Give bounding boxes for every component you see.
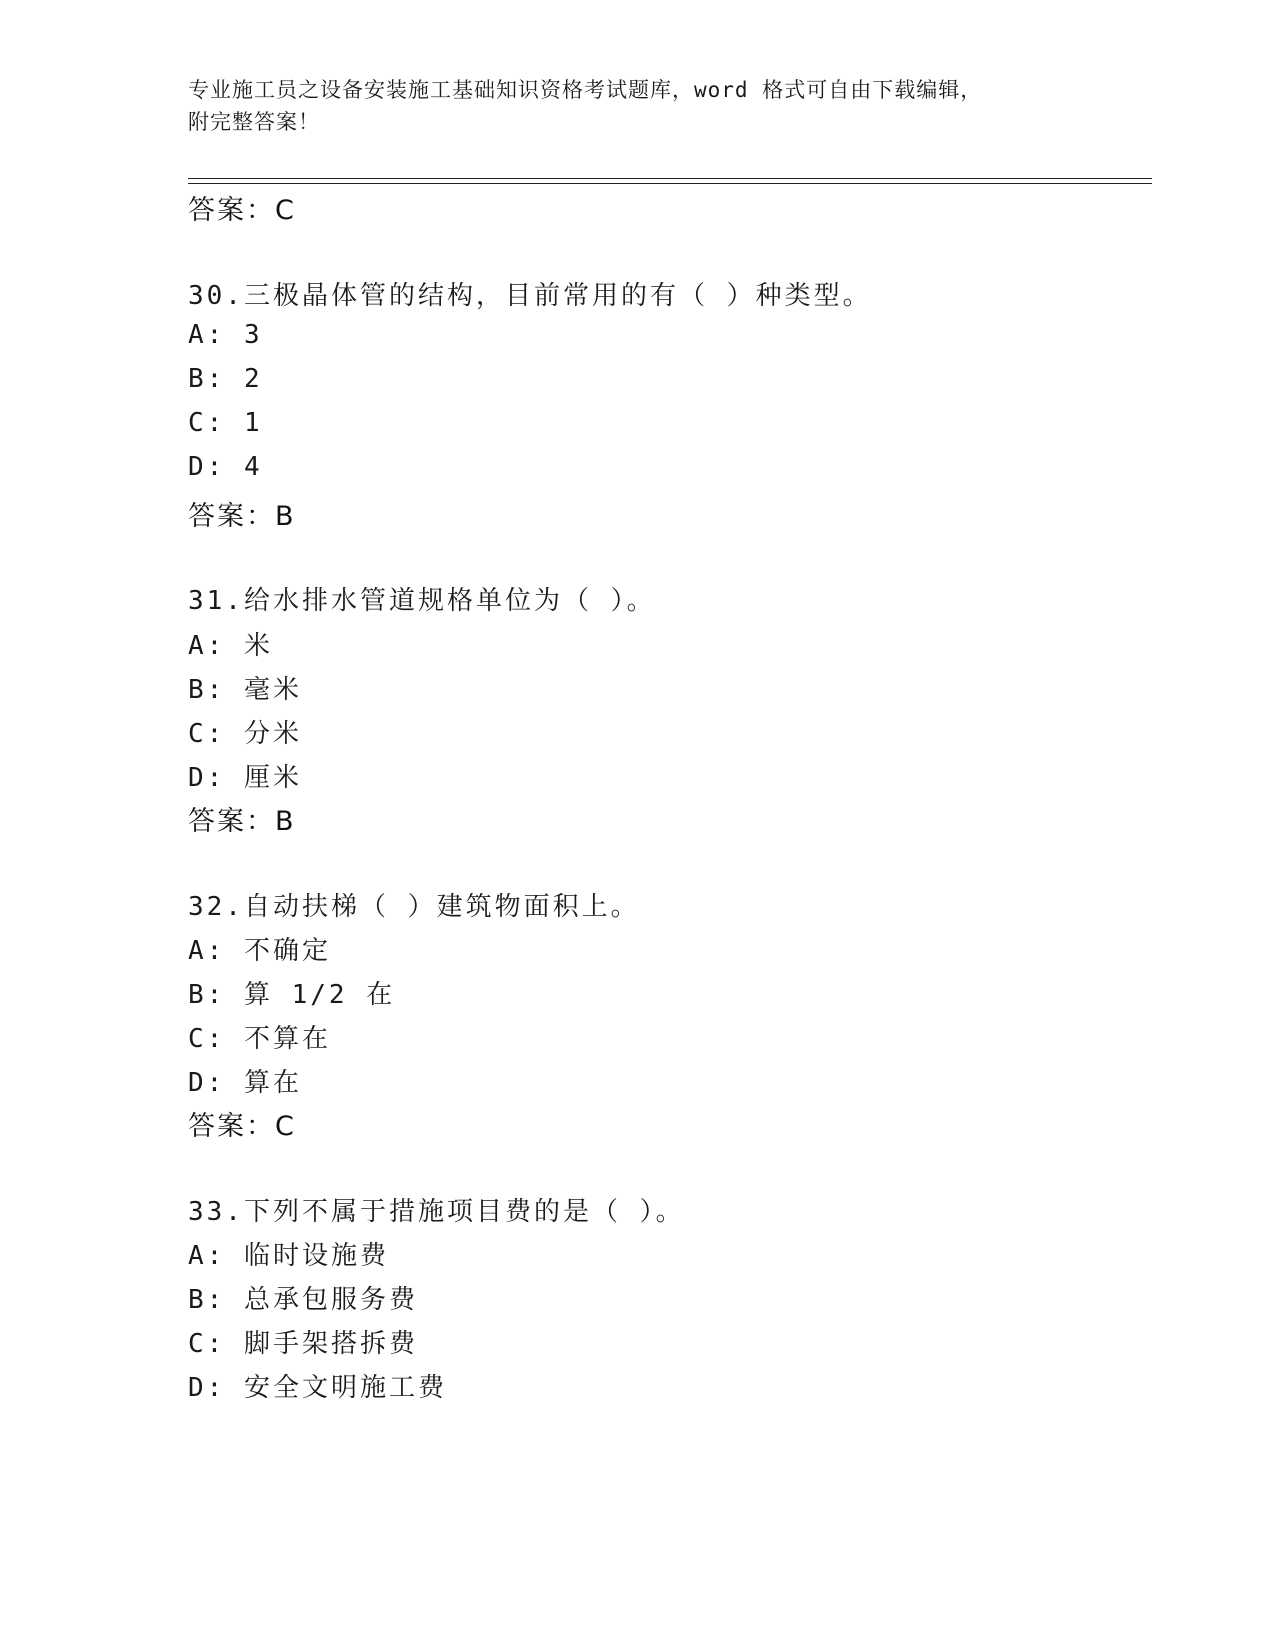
header-line-1: 专业施工员之设备安装施工基础知识资格考试题库，word 格式可自由下载编辑， xyxy=(188,78,983,102)
option-a: A: 不确定 xyxy=(188,936,331,966)
option-d: D: 安全文明施工费 xyxy=(188,1373,447,1403)
question-stem: 33.下列不属于措施项目费的是（ ）。 xyxy=(188,1197,685,1227)
option-c: C: 分米 xyxy=(188,719,302,749)
option-c: C: 不算在 xyxy=(188,1024,331,1054)
question-stem: 32.自动扶梯（ ）建筑物面积上。 xyxy=(188,892,640,922)
answer-line: 答案：C xyxy=(188,195,296,226)
option-d: D: 4 xyxy=(188,452,263,482)
header-divider-bottom xyxy=(188,183,1152,184)
option-b: B: 总承包服务费 xyxy=(188,1285,418,1315)
option-b: B: 2 xyxy=(188,364,263,394)
option-d: D: 厘米 xyxy=(188,763,302,793)
answer-line: 答案：B xyxy=(188,501,296,532)
option-d: D: 算在 xyxy=(188,1068,302,1098)
answer-line: 答案：B xyxy=(188,806,296,837)
header-line-2: 附完整答案！ xyxy=(188,110,320,134)
answer-line: 答案：C xyxy=(188,1111,296,1142)
document-header xyxy=(188,74,1088,138)
option-a: A: 米 xyxy=(188,631,273,661)
option-b: B: 毫米 xyxy=(188,675,302,705)
header-divider-top xyxy=(188,178,1152,179)
option-a: A: 3 xyxy=(188,320,263,350)
option-c: C: 1 xyxy=(188,408,263,438)
question-stem: 30.三极晶体管的结构，目前常用的有（ ）种类型。 xyxy=(188,281,872,311)
option-b: B: 算 1/2 在 xyxy=(188,980,396,1010)
question-stem: 31.给水排水管道规格单位为（ ）。 xyxy=(188,586,656,616)
option-c: C: 脚手架搭拆费 xyxy=(188,1329,418,1359)
option-a: A: 临时设施费 xyxy=(188,1241,389,1271)
